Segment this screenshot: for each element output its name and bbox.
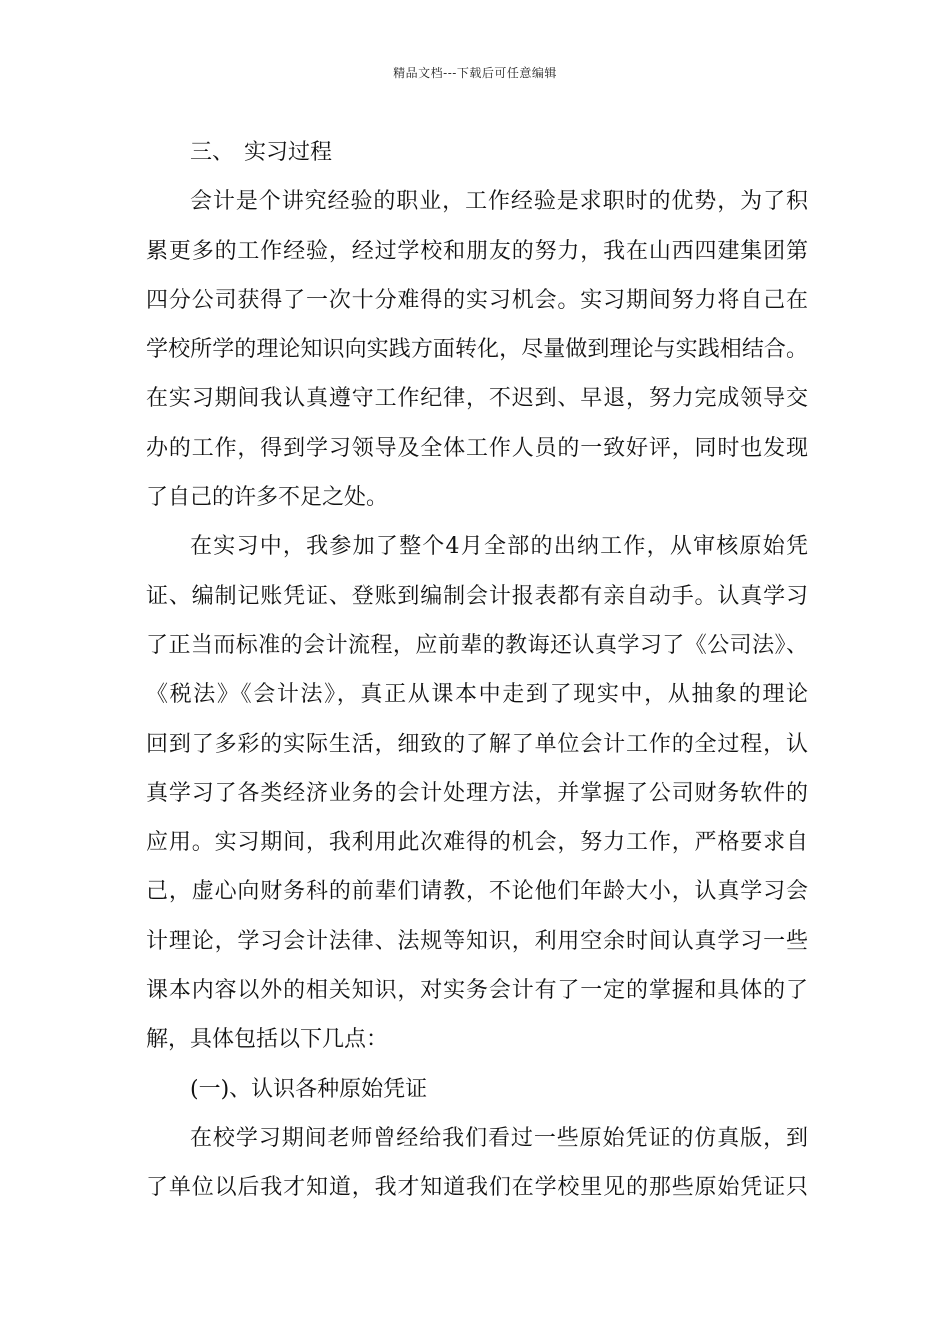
paragraph-3: [146, 1114, 808, 1213]
paragraph-line: 《税法》《会计法》，真正从课本中走到了现实中，从抽象的理论: [146, 682, 808, 708]
page-header: 精品文档---下载后可任意编辑: [393, 66, 557, 80]
paragraph-line: 真学习了各类经济业务的会计处理方法，并掌握了公司财务软件的: [146, 780, 808, 806]
document-body: [146, 128, 808, 1213]
section-number: 三、: [190, 140, 235, 165]
paragraph-line: 了正当而标准的会计流程，应前辈的教诲还认真学习了《公司法》、: [146, 632, 808, 658]
paragraph-line: 学校所学的理论知识向实践方面转化，尽量做到理论与实践相结合。: [146, 337, 808, 363]
paragraph-line: 回到了多彩的实际生活，细致的了解了单位会计工作的全过程，认: [146, 731, 808, 757]
section-title: 实习过程: [244, 140, 333, 165]
paragraph-line: 四分公司获得了一次十分难得的实习机会。实习期间努力将自己在: [146, 287, 808, 313]
paragraph-line: 课本内容以外的相关知识，对实务会计有了一定的掌握和具体的了: [146, 978, 808, 1004]
paragraph-line: 证、编制记账凭证、登账到编制会计报表都有亲自动手。认真学习: [146, 583, 808, 609]
paragraph-1: [146, 177, 808, 522]
paragraph-line: 在实习中，我参加了整个4月全部的出纳工作，从审核原始凭: [190, 534, 808, 560]
paragraph-line: 办的工作，得到学习领导及全体工作人员的一致好评，同时也发现: [146, 435, 808, 461]
paragraph-line: 计理论，学习会计法律、法规等知识，利用空余时间认真学习一些: [146, 928, 808, 954]
paragraph-line: 己，虚心向财务科的前辈们请教，不论他们年龄大小，认真学习会: [146, 879, 808, 905]
paragraph-line: 会计是个讲究经验的职业，工作经验是求职时的优势，为了积: [190, 189, 808, 215]
paragraph-line: 了单位以后我才知道，我才知道我们在学校里见的那些原始凭证只: [146, 1175, 808, 1201]
paragraph-line: 解，具体包括以下几点：: [146, 1027, 389, 1053]
section-heading: [146, 128, 808, 177]
paragraph-line: 在校学习期间老师曾经给我们看过一些原始凭证的仿真版，到: [190, 1125, 808, 1151]
paragraph-line: 累更多的工作经验，经过学校和朋友的努力，我在山西四建集团第: [146, 238, 808, 264]
paragraph-2: [146, 522, 808, 1064]
paragraph-line: 应用。实习期间，我利用此次难得的机会，努力工作，严格要求自: [146, 830, 808, 856]
paragraph-line: 在实习期间我认真遵守工作纪律，不迟到、早退，努力完成领导交: [146, 386, 808, 412]
subheading: (一)、认识各种原始凭证: [190, 1076, 428, 1102]
paragraph-line: 了自己的许多不足之处。: [146, 485, 389, 511]
